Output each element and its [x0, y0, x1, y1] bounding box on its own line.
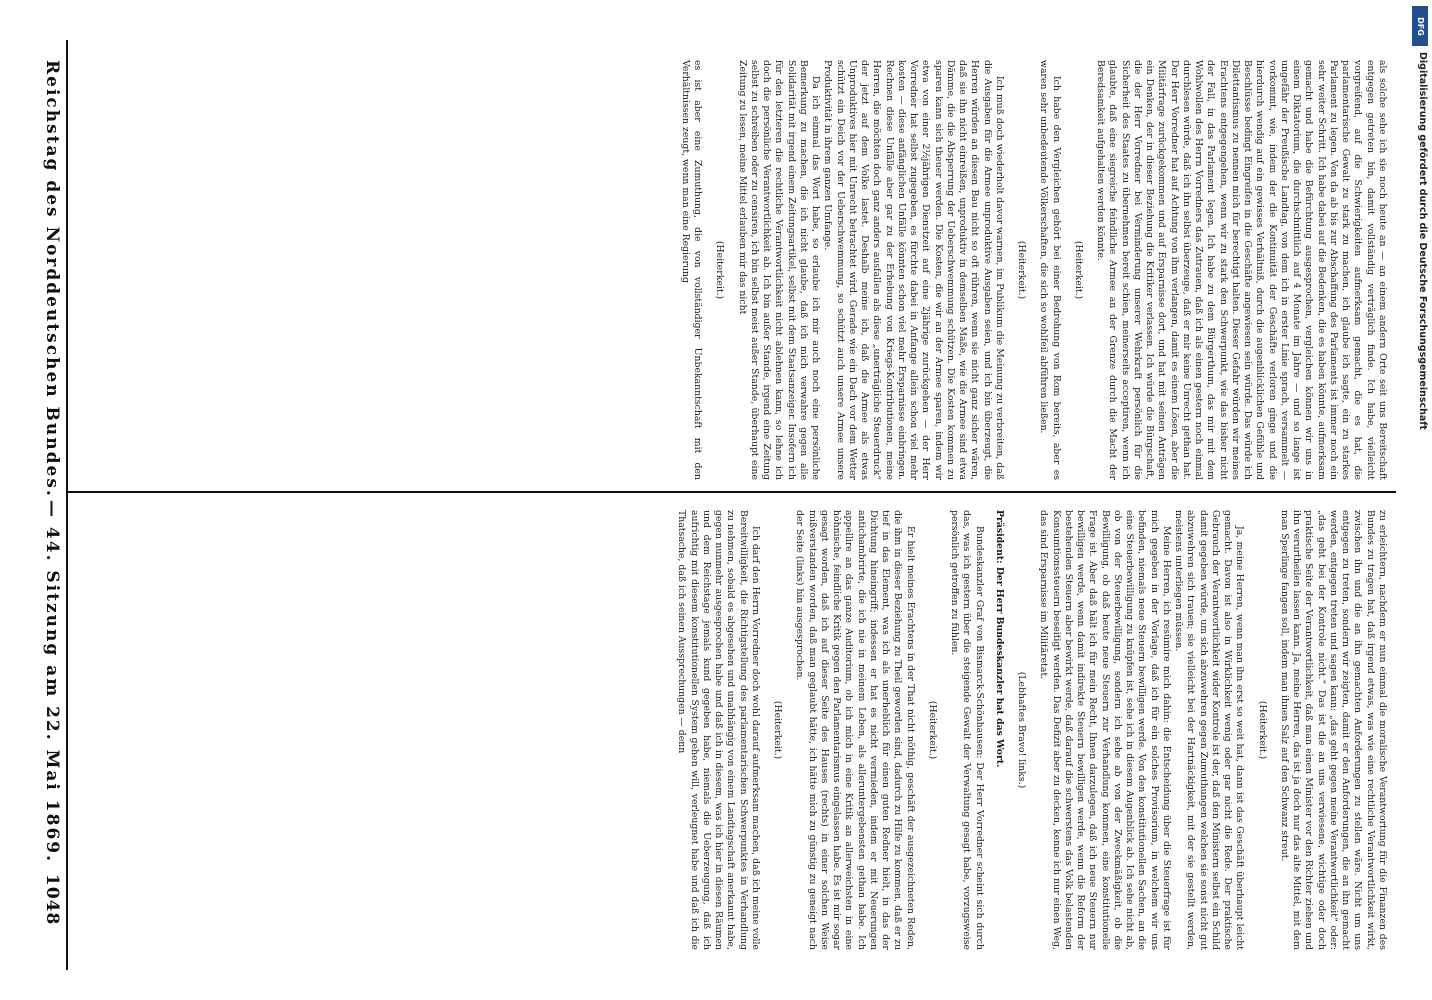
left-column-text — [78, 510, 1388, 950]
laughter-note: (Heiterkeit.) — [927, 700, 938, 760]
right-running-title: — 44. Sitzung am 22. Mai 1869. — [42, 500, 62, 864]
speaker-line — [993, 510, 1005, 950]
dfg-logo — [1412, 6, 1428, 46]
paragraph: Meine Herren, ich resümire mich dahin: die Entscheidung über die Steuerfrage ist für mich gegeben in der Vorlage, daß ich für ein solches Provisorium, in welchem wir uns befinden, niemals neue Steuern bewilligen werde. Von den konstitutionellen Sachen, an die eine Steuerbewilligung zu knüpfen ist, sehe ich in diesem Augenblick ab. Ich sehe nicht ab, ob von der Steuerbewilligung, sondern ich sehe ab von der Zweckmäßigkeit, ob die Bewilligung, ob daß heute neue Steuern zur Verhandlung kommen, eine konstitutionelle Frage ist. Aber daß hält ich für mein Recht, Ihnen darzulegen, daß ich neue Steuern nur bewilligen werde, wenn damit indirekte Steuern bewilligen werde, wenn die Reform der bestehenden Steuern aber bewirkt werde, daß darauf die schwerstens das Volk belastenden Konsumtionssteuern beseitigt werden. Das Defizit aber zu decken, kenne ich nur einen Weg, das sind Ersparnisse im Militäretat. — [1038, 510, 1172, 950]
laughter-note: (Heiterkeit.) — [1073, 240, 1084, 300]
paragraph: als solche sehe ich sie noch heute an — an einem andern Orte seit uns Bereitschaft entgegen getreten bin, damit vollständig verträglich finde. Ich habe, vielleicht vorgreifend, auf die Schwierigkeiten aufmerksam gemacht, die es hat, die parlamentarische Gewalt zu stark zu machen, ich glaube ich sagte, ein zu starkes Parlament zu legen. Von da ab bis zur Abschaffung des Parlaments ist immer noch ein sehr weiter Schritt. Ich habe dabei auf die Bedenken, die es haben könnte, aufmerksam gemacht und habe die Befürchtung ausgesprochen, vergleichen können wir uns in einem Diktatorium, die durchschnittlich auf 4 Monate im Jahre — und so lange ist ungefähr der Preußische Landtag, von dem ich in erster Linie sprach, versammelt — vorkommt, wie, indem der die Kontinuität der Geschäfte verloren ginge und die hierdurch wendig auf ein gewisses Verhältniß, durch die augenblicklichen Gefühle und Beschlüsse bedingt Eingreifen in die Geschäfte angewiesen sein würde. Das würde ich Dilettantismus zu nennen mich für berechtigt halten. Dieser Gefahr würden wir meines Erachtens entgegengehen, wenn wir zu stark den Schwerpunkt, wie das bisher nicht der Fall, in das Parlament legen. Ich habe zu dem Bürgerthum, das mir mit dem Wohlwollen des Herrn Vorredners das Zutrauen, daß ich als einen gestern noch einmal durchlesen würde, daß ich ihn selbst überzeuge, daß er mir keine Unrecht gethan hat. Der Herr Vorredner hat auf Achtung von ihm verlangen, damit es einem Lösen, aber die Militärfrage zurückgekommen und auf Ersparnisse dort, und hat mit seinen Anträgen ein Denken, der in dieser Beziehung die Kritiker verlassen. Ich würde die Bürgschaft, die der Herr Vorredner bei Verminderung unserer Wehrkraft persönlich für die Sicherheit des Staates zu übernehmen bereit schien, meinerseits acceptiren, wenn ich glaubte, daß eine siegreiche feindliche Armee an der Grenze durch die Macht der Beredsamkeit aufgehalten werden könnte. — [1095, 60, 1388, 480]
paragraph: Ich darf den Herrn Vorredner doch wohl darauf aufmerksam machen, daß ich meine volle Bereitwilligkeit, die Richtigstellung des parlamentarischen Schwerpunktes in Verhandlung zu nehmen, sobald es abgesehen und unabhängig von einem Landtagschaft anerkannt habe, gegen nunmehr ausgesprochen habe und daß ich in diesem, was ich hier in diesen Räumen und dem Reichstage jemals kund gegeben habe, niemals die Ueberzeugung, daß ich aufrichtig mit diesem konstitutionellen System gehen will, verleugnet habe und daß ich die Thatsache, daß ich seinen Aussprechungen — denn — [676, 510, 761, 950]
paragraph: es ist aber eine Zumuthung, die von vollständiger Unbekanntschaft mit den Verhältnissen zeugt, wenn man eine Regierung — [680, 60, 704, 480]
page-number: 1048 — [42, 874, 62, 926]
paragraph: zu erleichtern, nachdem er nun einmal die moralische Verantwortung für die Finanzen des Bundes zu tragen hat, daß irgend etwas, was wie eine rechtliche Verantwortlichkeit wirkt, zwischen ihn und die an ihn gemachten Anforderungen zu stellen wäre. Nicht um uns entgegen zu treten, sondern wir zeigten, damit er den Anforderungen, die an ihn gemacht werden, entgegen treten und sagen kann: „das geht gegen meine Verantwortlichkeit“ oder: „das geht bei der Kontrole nicht.“ Das ist die an uns verwiesene, wichtige oder doch praktische Seite der Verantwortlichkeit, daß man einen Minister vor den Richter ziehen und ihn verurtheilen lassen kann. Ja, meine Herren, das ist ja doch nur das alte Mittel, mit dem man Sperlinge fangen soll, indem man ihnen Salz auf den Schwanz streut. — [1279, 510, 1388, 950]
left-running-title: Reichstag des Norddeutschen Bundes. — [42, 60, 62, 498]
laughter-note: (Heiterkeit.) — [1016, 240, 1028, 300]
dfg-logo-text: DFG — [1415, 16, 1425, 36]
laughter-note: (Heiterkeit.) — [1256, 700, 1268, 760]
paragraph: Ja, meine Herren, wenn man ihn erst so weit hat, dann ist das Geschäft überhaupt leicht gemacht. Davon ist also in Wirklichkeit wenig oder gar nicht die Rede. Der praktische Gebrauch der Verantwortlichkeit wider Kontrole ist der, daß den Ministern selbst ein Schild damit gegeben würde, um sich abzuwehren gegen Zumuthungen welchen sie sonst nicht gut abzuwehren sich trauen; sie vielleicht bei der Hartnäckigkeit, mit der sie gestellt werden, meistens unterliegen müssen. — [1173, 510, 1246, 950]
column-divider — [66, 491, 1396, 493]
digitization-credit: Digitalisierung gefördert durch die Deutsche Forschungsgemeinschaft — [1417, 52, 1428, 430]
paragraph: Bundeskanzler Graf von Bismarck-Schönhausen: Der Herr Vorredner scheint sich durch das, was ich gestern über die steigende Gewalt der Verwaltung gesagt habe, vorzugsweise persönlich getroffen zu fühlen. — [949, 510, 985, 950]
laughter-note: (Heiterkeit.) — [714, 240, 726, 300]
header-rule — [66, 40, 68, 970]
paragraph: Ich muß doch wiederholt davor warnen, im Publikum die Meinung zu verbreiten, daß die Ausgaben für die Armee unproduktive Ausgaben seien, und ich bin überzeugt, die Herren würden an diesen Bau nicht so oft rühren, wenn sie nicht ganz sicher wären, daß sie ihn nicht einreißen, unproduktiv in demselben Maße, wie die Armee sind etwa Dämme, die die Absperrung der Ueberschwemmung schützen. Die Kosten kommen zu sparen kann sich theuer werden. Die Kosten, die wir an der Armee sparen, indem wir etwa von einer 2½jährigen Dienstzeit auf eine 2jährige zurückgehen — der Herr Vorredner hat selbst zugegeben, es fürchte dabei in Anfange allein schon viel mehr kosten — diese anfänglichen Unfälle könnten schon viel mehr Ersparnisse einbringen. Rechnen diese Unfälle aber gar zu der Erhebung von Kriegs-Kontributionen, meine Herren, die möchten doch ganz anders ausfallen als diese „unerträgliche Steuerdruck“ der jetzt auf dem Volke lastet. Deshalb meine ich, daß die Armee als etwas Unproduktives hier mit Unrecht betrachtet wird. Gerade wie ein Dach vor dem Wetter schützt ein Deich vor der Ueberschwemmung, so schützt auch unsere Armee unsere Produktivität in ihrem ganzen Umfange. — [822, 60, 1005, 480]
paragraph: Ich habe den Vergleichen gehört bei einer Bedrohung von Rom bereits, aber es waren sehr unbedeutende Völkerschaften, die sich so wohlfeil abführen ließen. — [1038, 60, 1062, 480]
right-column-text — [78, 60, 1388, 480]
president-speaker: Präsident: Der Herr Bundeskanzler hat das Wort. — [994, 510, 1005, 768]
paragraph: Da ich einmal das Wort habe, so erlaube ich mir auch noch eine persönliche Bemerkung zu machen, die ich nicht glaube, daß ich mich verwahre gegen alle Solidarität mit irgend einem Zeitungsartikel, selbst mit dem Staatsanzeiger. Insofern ich für den letzteren die rechtliche Verantwortlichkeit nicht ablehnen kann, so lehne ich doch die persönliche Verantwortlichkeit ab. Ich bin außer Stande, irgend eine Zeitung selbst zu schreiben oder zu censiren, ich bin selbst meist außer Stande, überhaupt eine Zeitung zu lesen, meine Mittel erlauben mir das nicht — [736, 60, 822, 480]
paragraph: Er hielt meines Erachtens in der That nicht nöthig, geschäft der ausgezeichneten Reden, die ihm in dieser Beziehung zu Theil geworden sind, dadurch zu Hilfe zu kommen, daß er zu tief in das Element, was ich als unerheblich für einen guten Redner hielt, in das der Dichtung hineingriff; indessen er hat es nicht vermieden, indem er mit Neuerungen antichambrirte, die ich nie in meinem Leben, als alleruntergebensten gethan habe. Ich appellire an das ganze Auditorium, ob ich mich in eine Kritik an allerweichsten in eine höhnische, feindliche Kritik gegen den Parlamentarismus eingelassen habe. Es ist mir sogar gesagt worden, daß ich auf dieser Seite des Hauses (rechts) in einer solchen Weise mißverstanden worden, daß man geglaubt hätte, ich hätte mich zu günstig zu geneigt nach der Seite (links) hin ausgesprochen. — [794, 510, 916, 950]
applause-note: (Lebhaftes Bravo! links.) — [1016, 671, 1028, 789]
laughter-note: (Heiterkeit.) — [772, 700, 784, 760]
